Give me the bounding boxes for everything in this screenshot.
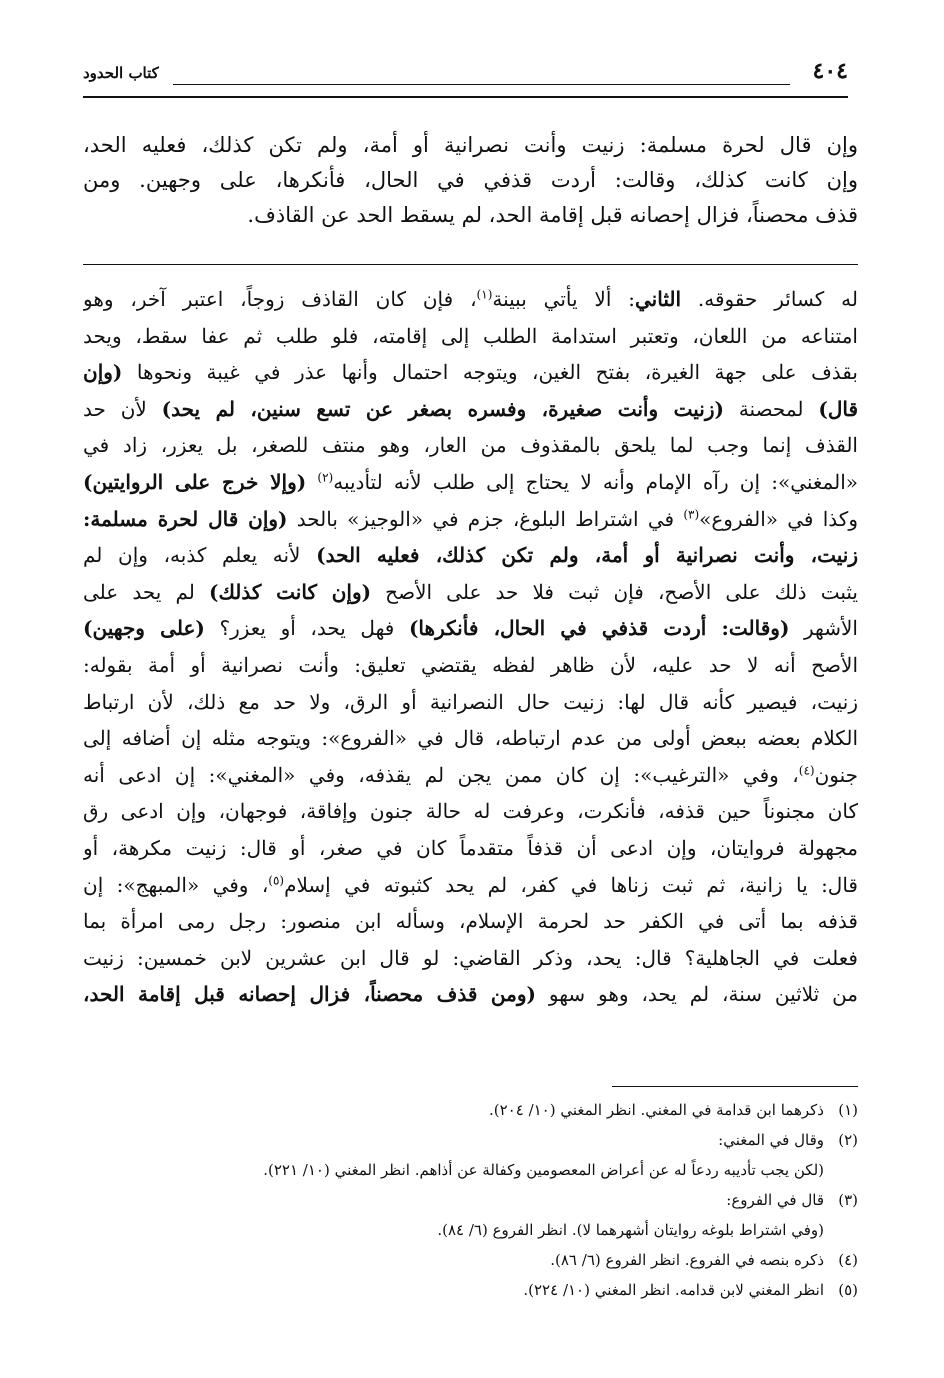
- commentary-line: [83, 830, 858, 867]
- commentary-segment: «المغني»: إن رآه الإمام وأنه لا يحتاج إلى طلب لأنه لتأديبه: [333, 469, 858, 494]
- quoted-matn: (وإن: [83, 360, 123, 385]
- commentary-line: [83, 684, 858, 721]
- footnote-text: ذكره بنصه في الفروع. انظر الفروع (٦/ ٨٦).: [550, 1251, 824, 1269]
- commentary-line: [83, 318, 858, 355]
- footnote-marker: (١): [476, 287, 493, 302]
- running-header: [83, 58, 848, 94]
- footnote-marker: (٣): [683, 506, 700, 521]
- commentary-line: [83, 574, 858, 611]
- footnote: [83, 1245, 858, 1275]
- quoted-matn: (وقالت: أردت قذفي في الحال، فأنكرها): [408, 616, 790, 641]
- matn-separator: [83, 264, 858, 265]
- footnote-marker: (٢): [317, 470, 334, 485]
- footnote: [83, 1275, 858, 1305]
- commentary-segment: الأشهر: [789, 616, 858, 641]
- commentary-line: [83, 391, 858, 428]
- footnote-marker: (٥): [268, 872, 285, 887]
- quoted-matn: (على وجهين): [83, 616, 205, 641]
- quoted-matn: (وإن كانت كذلك): [208, 579, 372, 604]
- commentary-line: [83, 903, 858, 940]
- quoted-matn: الثاني: [635, 287, 682, 311]
- quoted-matn: (وإلا خرج على الروايتين): [83, 469, 307, 494]
- commentary-segment: لم يحد على: [83, 579, 209, 604]
- commentary-segment: ، وفي «الترغيب»: إن كان ممن يجن لم يقذفه، وفي «المغني»: إن ادعى أنه: [83, 762, 799, 787]
- commentary-segment: لأن حد: [83, 396, 162, 421]
- matn-line: وإن قال لحرة مسلمة: زنيت وأنت نصرانية أو أمة، ولم تكن كذلك، فعليه الحد،: [83, 133, 858, 157]
- commentary-line: [83, 537, 858, 574]
- commentary-segment: جنون: [814, 762, 858, 787]
- footnote-number: (١): [838, 1101, 858, 1119]
- quoted-matn: (ومن قذف محصناً، فزال إحصانه قبل إقامة الحد،: [83, 982, 536, 1007]
- footnote-text: ذكرهما ابن قدامة في المغني. انظر المغني (١٠/ ٢٠٤).: [489, 1101, 824, 1119]
- commentary-line: [83, 757, 858, 794]
- commentary-segment: له كسائر حقوقه.: [681, 287, 858, 311]
- commentary-segment: زنيت، فيصير كأنه قال لها: زنيت حال النصرانية أو الرق، ولا حد مع ذلك، لأن ارتباط: [83, 689, 858, 714]
- book-title: كتاب الحدود: [83, 64, 159, 82]
- footnote-text: (وفي اشتراط بلوغه روايتان أشهرهما لا). انظر الفروع (٦/ ٨٤).: [437, 1221, 824, 1239]
- footnote: [83, 1125, 858, 1155]
- footnote-marker: (٤): [798, 763, 815, 778]
- commentary-segment: لأنه يعلم كذبه، وإن لم: [83, 543, 317, 568]
- quoted-matn: قال): [818, 396, 858, 421]
- commentary-line: [83, 647, 858, 684]
- footnote: [83, 1155, 858, 1185]
- commentary-segment: ، فإن كان القاذف زوجاً، اعتبر آخر، وهو: [83, 287, 477, 311]
- commentary-segment: امتناعه من اللعان، وتعتبر استدامة الطلب إلى إقامته، فلو طلب ثم عفا سقط، ويحد: [83, 323, 858, 348]
- commentary-text: [83, 281, 858, 1013]
- commentary-line: [83, 281, 858, 318]
- commentary-line: [83, 501, 858, 538]
- footnote-rule: [612, 1086, 858, 1087]
- footnote-text: وقال في المغني:: [718, 1131, 824, 1149]
- commentary-line: [83, 610, 858, 647]
- commentary-segment: [306, 470, 317, 494]
- commentary-line: [83, 940, 858, 977]
- commentary-segment: بقذف على جهة الغيرة، بفتح الغين، ويتوجه احتمال وأنها عذر في غيبة ونحوها: [122, 360, 858, 385]
- footnote-number: (٥): [838, 1281, 858, 1299]
- footnote: [83, 1095, 858, 1125]
- commentary-segment: مجهولة فروايتان، وإن ادعى أن قذفاً متقدماً كان في صغر، أو قال: زنيت مكرهة، أو: [83, 835, 858, 860]
- footnote-text: قال في الفروع:: [726, 1191, 824, 1209]
- commentary-segment: ، وفي «المبهج»: إن: [83, 872, 269, 897]
- commentary-segment: لمحصنة: [723, 396, 819, 421]
- commentary-line: [83, 867, 858, 904]
- commentary-segment: فهل يحد، أو يعزر؟: [204, 616, 409, 641]
- commentary-line: [83, 427, 858, 464]
- commentary-segment: الكلام بعضه ببعض أولى من عدم ارتباطه، قال في «الفروع»: ويتوجه مثله إن أضافه إلى: [83, 726, 858, 751]
- header-line: [173, 84, 790, 85]
- footnotes: [83, 1095, 858, 1305]
- matn-line: وإن كانت كذلك، وقالت: أردت قذفي في الحال، فأنكرها، على وجهين. ومن: [83, 168, 858, 192]
- commentary-segment: القذف إنما وجب لما يلحق بالمقذوف من العار، وهو منتف للصغر، بل يعزر، زاد في: [83, 433, 858, 458]
- commentary-segment: الأصح أنه لا حد عليه، لأن ظاهر لفظه يقتضي تعليق: وأنت نصرانية أو أمة بقوله:: [83, 652, 858, 677]
- commentary-segment: كان مجنوناً حين قذفه، فأنكرت، وعرفت له حالة جنون وإفاقة، فوجهان، وإن ادعى رق: [83, 799, 858, 824]
- footnote-text: انظر المغني لابن قدامه. انظر المغني (١٠/ ٢٢٤).: [523, 1281, 824, 1299]
- commentary-line: [83, 720, 858, 757]
- quoted-matn: زنيت، وأنت نصرانية أو أمة، ولم تكن كذلك، فعليه الحد): [316, 543, 858, 568]
- footnote-number: (٢): [838, 1131, 858, 1149]
- matn-text: [83, 128, 858, 233]
- matn-line: قذف محصناً، فزال إحصانه قبل إقامة الحد، لم يسقط الحد عن القاذف.: [247, 203, 858, 227]
- header-rule: [83, 96, 848, 98]
- quoted-matn: (وإن قال لحرة مسلمة:: [83, 506, 288, 531]
- commentary-segment: قال: يا زانية، ثم ثبت زناها في كفر، لم يحد كثبوته في إسلام: [284, 872, 858, 897]
- commentary-segment: : ألا يأتي ببينة: [492, 287, 636, 311]
- footnote-number: (٣): [838, 1191, 858, 1209]
- page-number: ٤٠٤: [812, 58, 848, 84]
- commentary-line: [83, 793, 858, 830]
- commentary-segment: يثبت ذلك على الأصح، فإن ثبت فلا حد على الأصح: [371, 579, 858, 604]
- quoted-matn: (زنيت وأنت صغيرة، وفسره بصغر عن تسع سنين، لم يحد): [161, 396, 724, 421]
- commentary-segment: فعلت في الجاهلية؟ قال: يحد، وذكر القاضي: لو قال ابن عشرين لابن خمسين: زنيت: [83, 945, 858, 970]
- footnote-text: (لكن يجب تأديبه ردعاً له عن أعراض المعصومين وكفالة عن أذاهم. انظر المغني (١٠/ ٢٢١).: [263, 1161, 824, 1179]
- commentary-segment: قذفه بما أتى في الكفر حد لحرمة الإسلام، وسأله ابن منصور: رجل رمى امرأة بما: [83, 909, 858, 934]
- commentary-segment: في اشتراط البلوغ، جزم في «الوجيز» بالحد: [287, 506, 684, 531]
- footnote: [83, 1215, 858, 1245]
- footnote: [83, 1185, 858, 1215]
- footnote-number: (٤): [838, 1251, 858, 1269]
- commentary-line: [83, 354, 858, 391]
- commentary-segment: من ثلاثين سنة، لم يحد، وهو سهو: [535, 982, 858, 1007]
- commentary-segment: وكذا في «الفروع»: [699, 506, 858, 531]
- commentary-line: [83, 464, 858, 501]
- commentary-line: [83, 976, 858, 1013]
